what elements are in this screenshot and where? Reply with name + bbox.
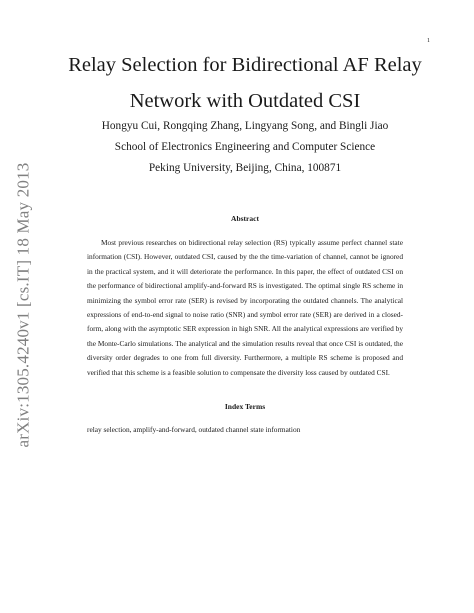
- abstract-heading: Abstract: [231, 214, 259, 223]
- page-number: 1: [427, 38, 430, 44]
- title-line-2: Network with Outdated CSI: [129, 90, 361, 112]
- paper-title: [50, 47, 440, 119]
- affiliation-school: School of Electronics Engineering and Computer Science: [114, 141, 376, 153]
- title-line-1: Relay Selection for Bidirectional AF Relay: [68, 54, 422, 76]
- abstract-body: Most previous researches on bidirectional relay selection (RS) typically assume perfect channel state information (CSI). However, outdated CSI, caused by the the time-variation of channel, cannot be ignored in the practical system, and it will deteriorate the performance. In this paper, the effect of outdated CSI on the performance of bidirectional amplify-and-forward RS is investigated. The optimal single RS scheme in minimizing the symbol error rate (SER) is revised by incorporating the outdated channels. The analytical expressions of end-to-end signal to noise ratio (SNR) and symbol error rate (SER) are derived in a closed-form, along with the asymptotic SER expression in high SNR. All the analytical expressions are verified by the Monte-Carlo simulations. The analytical and the simulation results reveal that once CSI is outdated, the diversity order degrades to one from full diversity. Furthermore, a multiple RS scheme is proposed and verified that this scheme is a feasible solution to compensate the diversity loss caused by outdated CSI.: [87, 238, 403, 377]
- affiliation-university: Peking University, Beijing, China, 100871: [148, 162, 342, 174]
- arxiv-stamp: [4, 155, 44, 455]
- arxiv-identifier: arXiv:1305.4240v1 [cs.IT] 18 May 2013: [14, 162, 33, 448]
- index-terms-heading: Index Terms: [224, 402, 266, 411]
- index-terms-list: relay selection, amplify-and-forward, outdated channel state information: [87, 425, 301, 434]
- author-list: Hongyu Cui, Rongqing Zhang, Lingyang Song, and Bingli Jiao: [101, 120, 389, 132]
